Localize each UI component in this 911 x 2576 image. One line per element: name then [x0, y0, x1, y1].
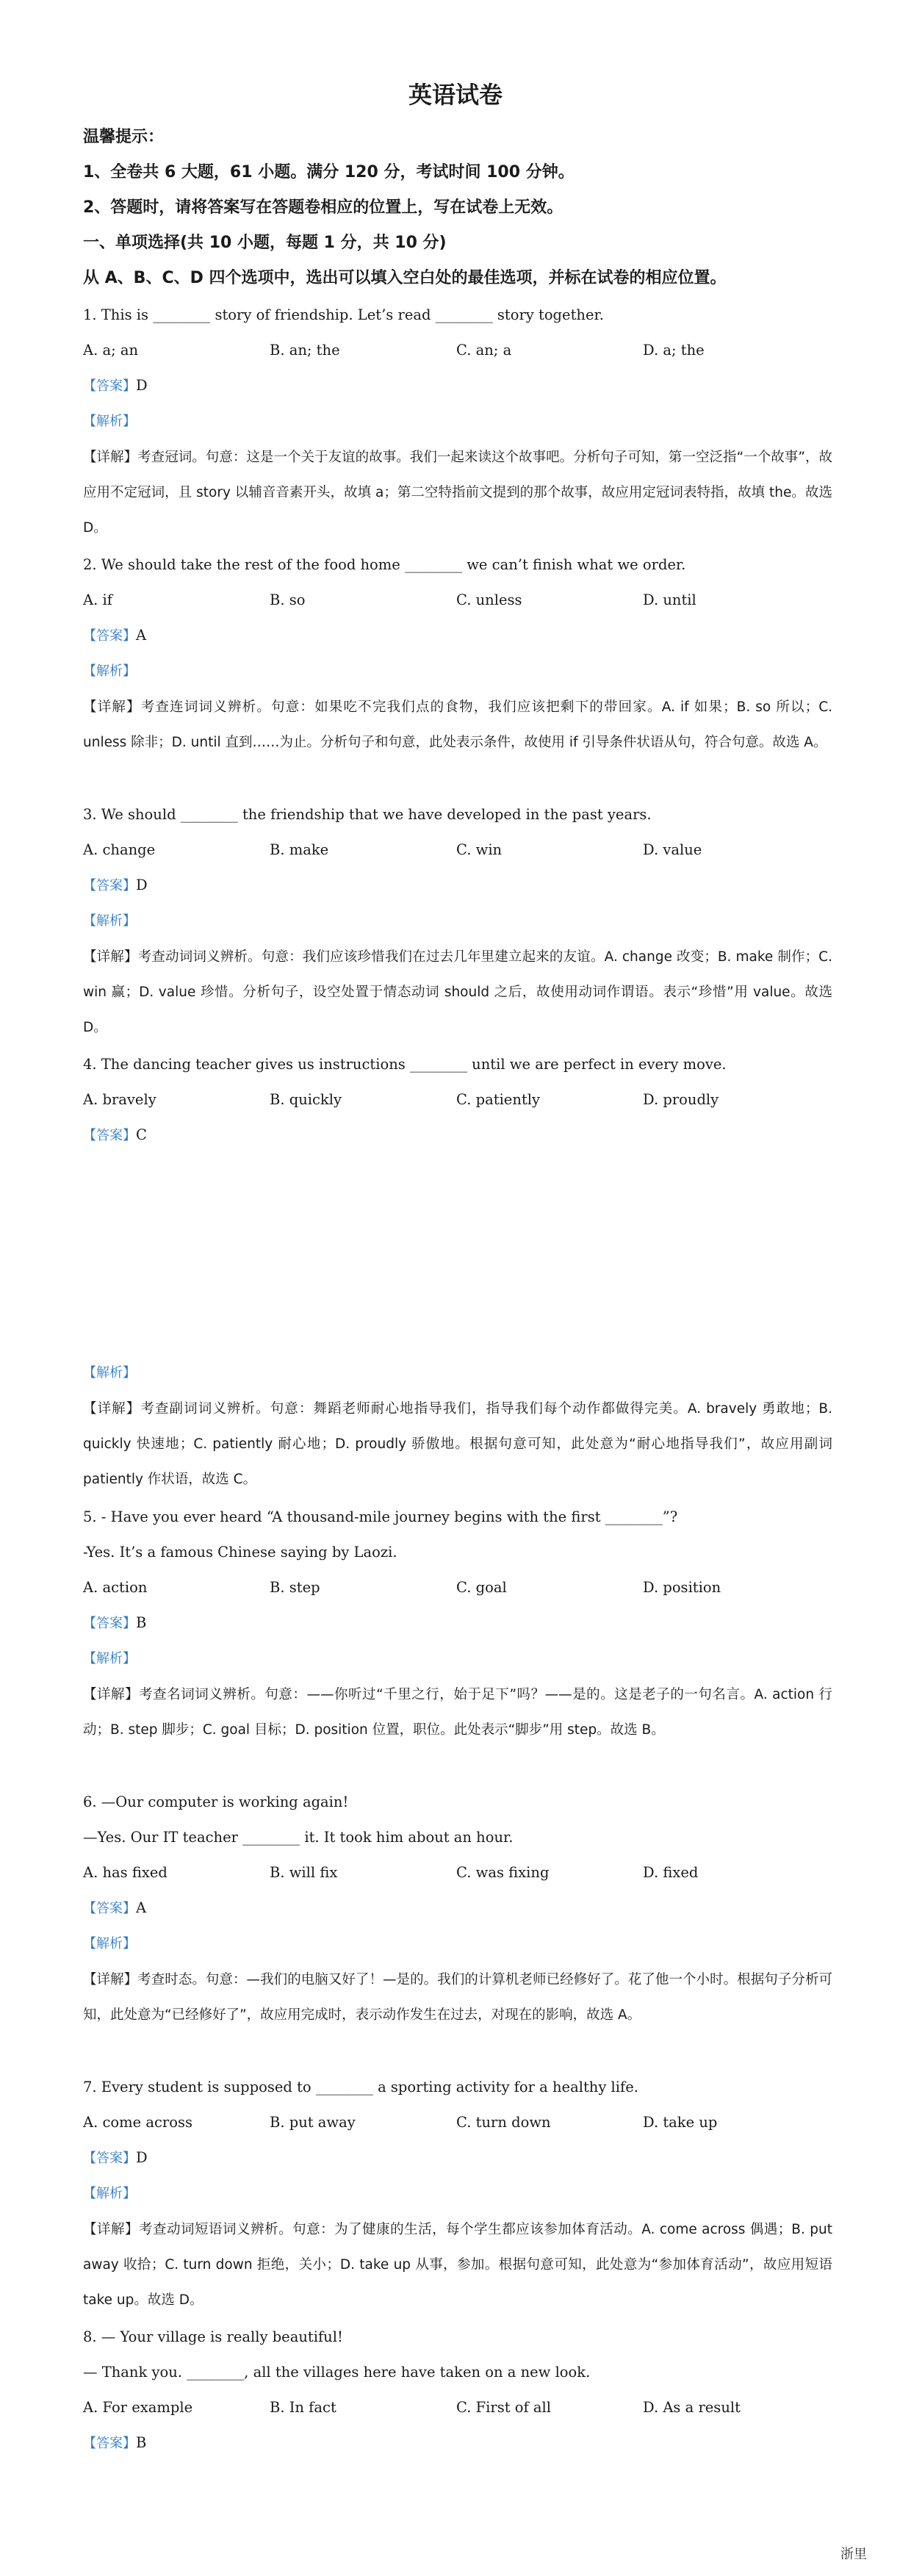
question-stem-2: -Yes. It’s a famous Chinese saying by Laozi. — [83, 1544, 397, 1561]
answer-value: D — [136, 877, 148, 893]
question-stem: 7. Every student is supposed to ________ a sporting activity for a healthy life. — [83, 2079, 638, 2095]
options-row — [83, 1577, 832, 1599]
option-b: B. so — [270, 591, 306, 608]
options-row — [83, 2397, 832, 2419]
answer-line — [83, 1612, 832, 1635]
options-row — [83, 589, 832, 611]
option-c: C. unless — [456, 591, 522, 608]
question-8 — [83, 2326, 832, 2455]
analysis-detail: 【详解】考查动词词义辨析。句意：我们应该珍惜我们在过去几年里建立起来的友谊。A. change 改变；B. make 制作；C. win 赢；D. value 珍惜。分析句子，设空处置于情态动词 should 之后，故使用动词作谓语。表示“珍惜”用 value。故选 D。 — [83, 949, 832, 1035]
analysis-detail: 【详解】考查副词词义辨析。句意：舞蹈老师耐心地指导我们，指导我们每个动作都做得完美。A. bravely 勇敢地；B. quickly 快速地；C. patiently 耐心地；D. proudly 骄傲地。根据句意可知，此处意为“耐心地指导我们”，故应用副词 patiently 作状语，故选 C。 — [83, 1401, 832, 1487]
options-row — [83, 1089, 832, 1111]
option-c: C. win — [456, 841, 503, 858]
options-row — [83, 1862, 832, 1884]
analysis-label: 【解析】 — [83, 663, 136, 679]
tips-line-1: 1、全卷共 6 大题，61 小题。满分 120 分，考试时间 100 分钟。 — [83, 163, 575, 181]
answer-line — [83, 1124, 832, 1147]
answer-tag: 【答案】 — [83, 1616, 136, 1631]
analysis-detail: 【详解】考查动词短语词义辨析。句意：为了健康的生活，每个学生都应该参加体育活动。A. come across 偶遇；B. put away 收拾；C. turn down 拒绝，关小；D. take up 从事，参加。根据句意可知，此处意为“参加体育活动”，故应用短语 take up。故选 D。 — [83, 2222, 832, 2308]
analysis-label: 【解析】 — [83, 2186, 136, 2201]
analysis-label: 【解析】 — [83, 1651, 136, 1666]
answer-value: B — [136, 2434, 147, 2451]
option-a: A. if — [83, 591, 112, 608]
analysis-label: 【解析】 — [83, 1936, 136, 1951]
question-stem: 4. The dancing teacher gives us instructions ________ until we are perfect in every move. — [83, 1056, 727, 1073]
tips-line-2: 2、答题时，请将答案写在答题卷相应的位置上，写在试卷上无效。 — [83, 198, 563, 217]
option-a: A. come across — [83, 2114, 192, 2131]
analysis-label: 【解析】 — [83, 414, 136, 429]
option-c: C. was fixing — [456, 1864, 550, 1881]
option-d: D. fixed — [643, 1864, 699, 1881]
question-5 — [83, 1506, 832, 1748]
options-row — [83, 839, 832, 861]
option-a: A. a; an — [83, 342, 139, 359]
question-2 — [83, 554, 832, 760]
option-d: D. until — [643, 591, 696, 608]
option-b: B. an; the — [270, 342, 340, 359]
question-stem-2: —Yes. Our IT teacher ________ it. It took him about an hour. — [83, 1829, 514, 1846]
question-stem: 2. We should take the rest of the food home ________ we can’t finish what we order. — [83, 556, 686, 573]
option-b: B. quickly — [270, 1091, 342, 1108]
question-stem-2: — Thank you. ________, all the villages here have taken on a new look. — [83, 2364, 591, 2381]
section-title: 一、单项选择(共 10 小题，每题 1 分，共 10 分) — [83, 234, 447, 252]
answer-value: A — [136, 1899, 147, 1916]
answer-value: D — [136, 2149, 148, 2166]
question-6 — [83, 1791, 832, 2033]
answer-tag: 【答案】 — [83, 2151, 136, 2166]
option-a: A. For example — [83, 2399, 193, 2416]
answer-tag: 【答案】 — [83, 2436, 136, 2451]
question-stem: 3. We should ________ the friendship that we have developed in the past years. — [83, 806, 652, 823]
option-b: B. step — [270, 1579, 320, 1596]
option-c: C. an; a — [456, 342, 512, 359]
answer-line — [83, 625, 832, 647]
option-a: A. change — [83, 841, 156, 858]
footer-mark: 浙里 — [840, 2547, 867, 2562]
option-b: B. will fix — [270, 1864, 338, 1881]
answer-value: D — [136, 377, 148, 394]
option-a: A. action — [83, 1579, 148, 1596]
question-4-analysis — [83, 1362, 832, 1497]
answer-tag: 【答案】 — [83, 378, 136, 394]
question-7 — [83, 2076, 832, 2318]
option-c: C. turn down — [456, 2114, 551, 2131]
option-d: D. take up — [643, 2114, 718, 2131]
answer-line — [83, 2147, 832, 2170]
option-b: B. put away — [270, 2114, 356, 2131]
page-title: 英语试卷 — [408, 81, 503, 109]
option-b: B. In fact — [270, 2399, 336, 2416]
option-c: C. goal — [456, 1579, 507, 1596]
answer-line — [83, 375, 832, 397]
analysis-detail: 【详解】考查冠词。句意：这是一个关于友谊的故事。我们一起来读这个故事吧。分析句子可知，第一空泛指“一个故事”，故应用不定冠词，且 story 以辅音音素开头，故填 a；第二空特指前文提到的那个故事，故应用定冠词表特指，故填 the。故选 D。 — [83, 450, 832, 536]
question-1 — [83, 304, 832, 546]
tips-heading: 温馨提示： — [83, 128, 165, 146]
answer-tag: 【答案】 — [83, 878, 136, 893]
option-a: A. has fixed — [83, 1864, 168, 1881]
option-c: C. patiently — [456, 1091, 540, 1108]
options-row — [83, 2112, 832, 2134]
option-d: D. position — [643, 1579, 721, 1596]
section-instruction: 从 A、B、C、D 四个选项中，选出可以填入空白处的最佳选项，并标在试卷的相应位置。 — [83, 269, 727, 287]
analysis-detail: 【详解】考查名词词义辨析。句意：——你听过“千里之行，始于足下”吗？——是的。这是老子的一句名言。A. action 行动；B. step 脚步；C. goal 目标；D. position 位置，职位。此处表示“脚步”用 step。故选 B。 — [83, 1687, 832, 1738]
option-d: D. As a result — [643, 2399, 741, 2416]
options-row — [83, 339, 832, 361]
option-d: D. proudly — [643, 1091, 719, 1108]
answer-value: A — [136, 627, 147, 644]
question-stem: 1. This is ________ story of friendship. Let’s read ________ story together. — [83, 306, 604, 323]
analysis-detail: 【详解】考查时态。句意：—我们的电脑又好了！—是的。我们的计算机老师已经修好了。花了他一个小时。根据句子分析可知，此处意为“已经修好了”，故应用完成时，表示动作发生在过去，对现在的影响，故选 A。 — [83, 1972, 832, 2023]
option-c: C. First of all — [456, 2399, 552, 2416]
answer-value: C — [136, 1126, 147, 1143]
option-d: D. a; the — [643, 342, 705, 359]
analysis-label: 【解析】 — [83, 913, 136, 929]
answer-line — [83, 1897, 832, 1920]
option-a: A. bravely — [83, 1091, 156, 1108]
answer-tag: 【答案】 — [83, 628, 136, 644]
question-3 — [83, 804, 832, 1046]
option-b: B. make — [270, 841, 329, 858]
analysis-label: 【解析】 — [83, 1365, 136, 1381]
question-stem: 5. - Have you ever heard “A thousand-mile journey begins with the first ________”? — [83, 1508, 678, 1525]
question-stem: 8. — Your village is really beautiful! — [83, 2328, 343, 2345]
option-d: D. value — [643, 841, 702, 858]
answer-tag: 【答案】 — [83, 1128, 136, 1143]
answer-line — [83, 874, 832, 897]
answer-line — [83, 2432, 832, 2455]
question-stem: 6. —Our computer is working again! — [83, 1794, 349, 1810]
answer-tag: 【答案】 — [83, 1901, 136, 1916]
analysis-detail: 【详解】考查连词词义辨析。句意：如果吃不完我们点的食物，我们应该把剩下的带回家。A. if 如果；B. so 所以；C. unless 除非；D. until 直到……为止。分析句子和句意，此处表示条件，故使用 if 引导条件状语从句，符合句意。故选 A。 — [83, 699, 832, 750]
question-4 — [83, 1054, 832, 1147]
answer-value: B — [136, 1614, 147, 1631]
